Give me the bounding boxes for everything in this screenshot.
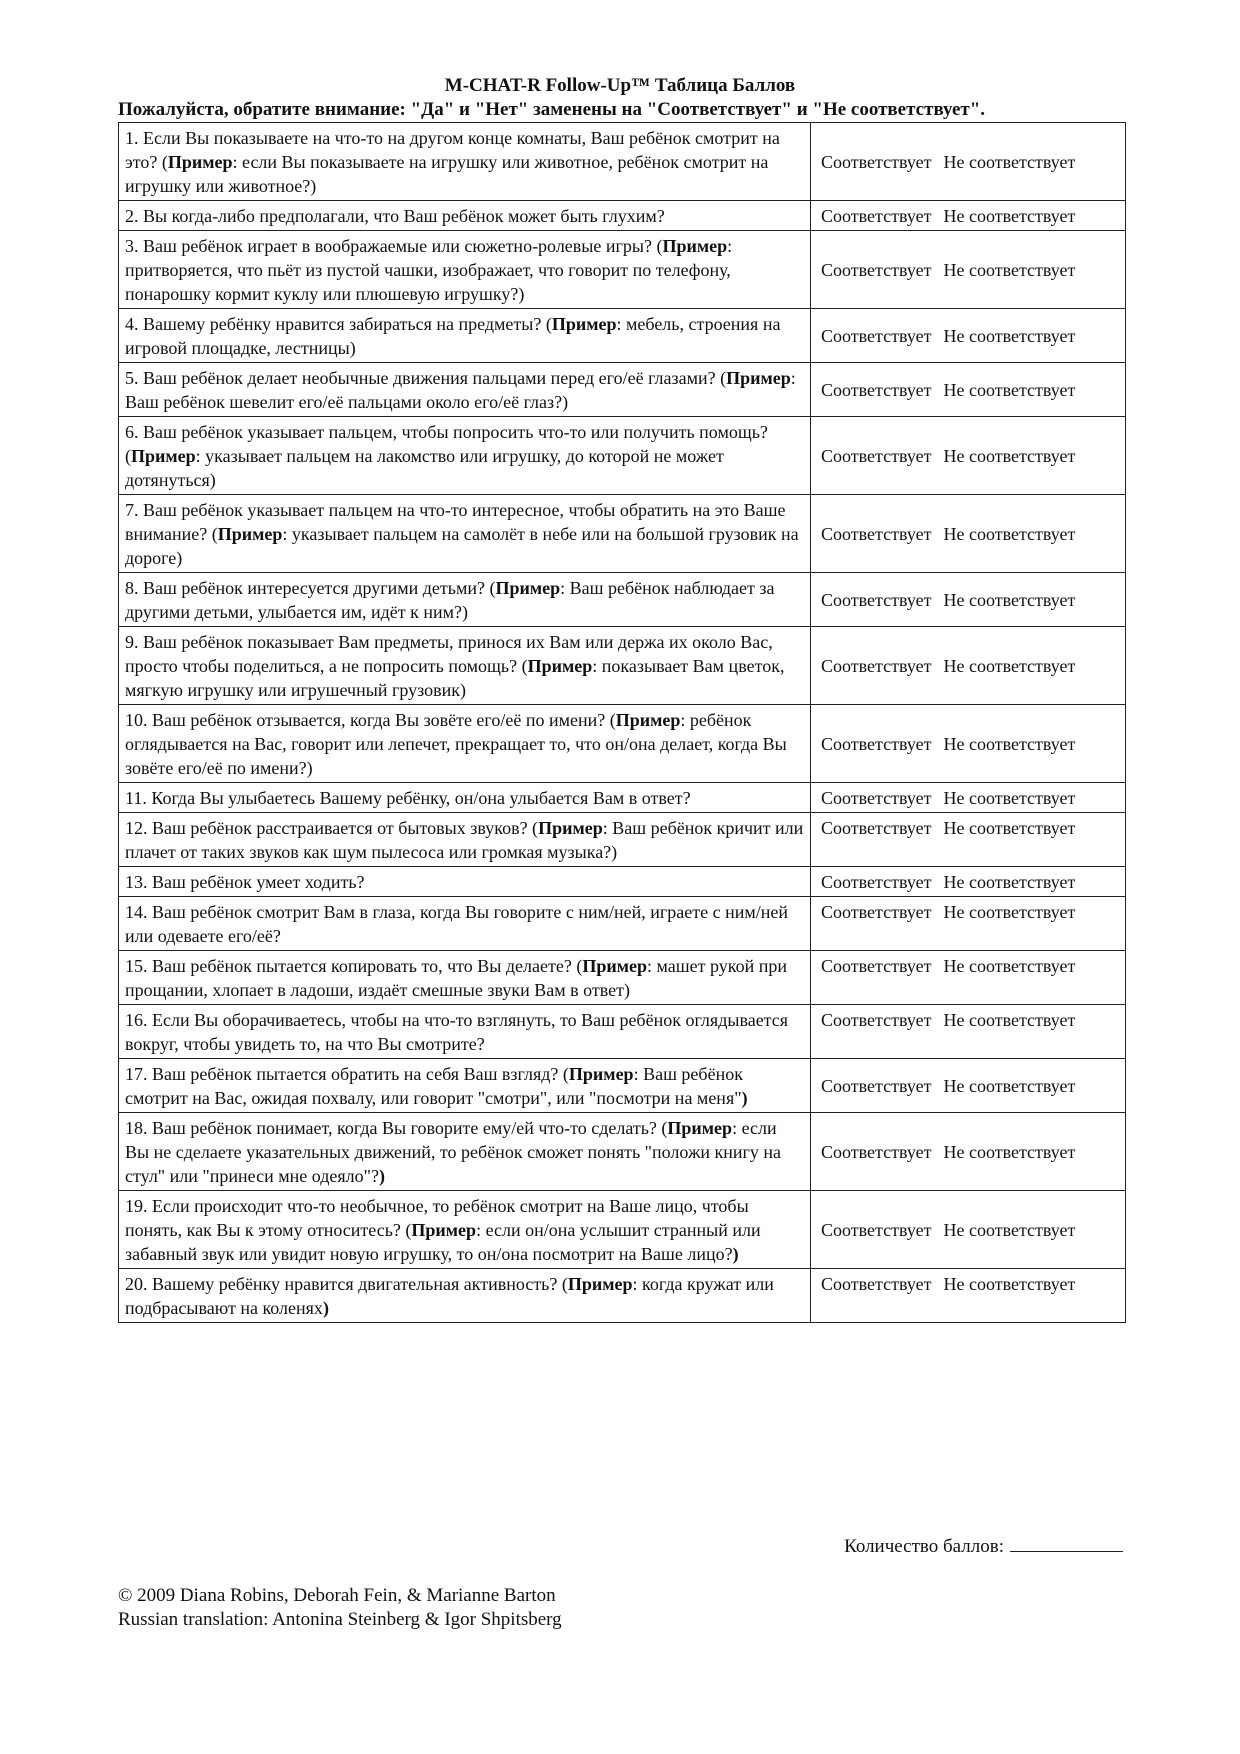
answer-cell — [811, 495, 1126, 573]
question-row — [119, 897, 1126, 951]
answer-cell — [811, 951, 1126, 1005]
question-emphasis: ) — [378, 1166, 385, 1186]
question-text — [119, 363, 811, 417]
answer-cell — [811, 123, 1126, 201]
question-row — [119, 363, 1126, 417]
question-row — [119, 1005, 1126, 1059]
questions-table — [118, 122, 1126, 1323]
answer-cell — [811, 417, 1126, 495]
question-text-part: 16. Если Вы оборачиваетесь, чтобы на что-то взглянуть, то Ваш ребёнок оглядывается вокруг, чтобы увидеть то, на что Вы смотрите? — [125, 1010, 789, 1054]
answer-corresponds[interactable]: Соответствует — [821, 325, 932, 346]
question-text-part: : указывает пальцем на самолёт в небе или на большой грузовик на дороге) — [125, 524, 799, 568]
answer-not-corresponds[interactable]: Не соответствует — [943, 902, 1076, 922]
question-text-part: : Ваш ребёнок смотрит на Вас, ожидая похвалу, или говорит "смотри", или "посмотри на меня" — [125, 1064, 743, 1108]
answer-cell — [811, 231, 1126, 309]
answer-corresponds[interactable]: Соответствует — [821, 1075, 932, 1096]
question-text-part: : если он/она услышит странный или забавный звук или увидит новую игрушку, то он/она посмотрит на Ваше лицо? — [125, 1220, 761, 1264]
answer-cell — [811, 363, 1126, 417]
question-text-part: 20. Вашему ребёнку нравится двигательная активность? ( — [125, 1274, 568, 1294]
copyright-text: © 2009 Diana Robins, Deborah Fein, & Marianne Barton — [118, 1585, 556, 1606]
question-text-part: 11. Когда Вы улыбаетесь Вашему ребёнку, он/она улыбается Вам в ответ? — [125, 788, 691, 808]
question-emphasis: Пример — [167, 152, 233, 172]
answer-corresponds[interactable]: Соответствует — [821, 818, 932, 838]
question-emphasis: ) — [322, 1298, 329, 1318]
answer-not-corresponds[interactable]: Не соответствует — [943, 523, 1076, 544]
question-row — [119, 201, 1126, 231]
question-text-part: : указывает пальцем на лакомство или игрушку, до которой не может дотянуться) — [125, 446, 724, 490]
question-text-part: : когда кружат или подбрасывают на коленях — [125, 1274, 774, 1318]
question-text-part: 5. Ваш ребёнок делает необычные движения пальцами перед его/её глазами? ( — [125, 368, 727, 388]
question-text-part: : притворяется, что пьёт из пустой чашки, изображает, что говорит по телефону, понарошку кормит куклу или плюшевую игрушку?) — [125, 236, 733, 304]
question-row — [119, 1113, 1126, 1191]
answer-not-corresponds[interactable]: Не соответствует — [943, 1075, 1076, 1096]
question-text-part: : мебель, строения на игровой площадке, лестницы) — [125, 314, 781, 358]
answer-not-corresponds[interactable]: Не соответствует — [943, 818, 1076, 838]
question-text — [119, 1269, 811, 1323]
answer-cell — [811, 627, 1126, 705]
question-text — [119, 813, 811, 867]
question-row — [119, 813, 1126, 867]
question-text-part: : Ваш ребёнок шевелит его/её пальцами около его/её глаз?) — [125, 368, 796, 412]
answer-corresponds[interactable]: Соответствует — [821, 589, 932, 610]
question-text-part: 8. Ваш ребёнок интересуется другими детьми? ( — [125, 578, 496, 598]
score-blank-line[interactable] — [1010, 1534, 1123, 1552]
question-text-part: 2. Вы когда-либо предполагали, что Ваш ребёнок может быть глухим? — [125, 206, 665, 226]
question-emphasis: ) — [741, 1088, 748, 1108]
answer-not-corresponds[interactable]: Не соответствует — [943, 1141, 1076, 1162]
question-emphasis: Пример — [667, 1118, 733, 1138]
answer-cell — [811, 1191, 1126, 1269]
question-emphasis: Пример — [726, 368, 791, 388]
question-text — [119, 951, 811, 1005]
question-row — [119, 867, 1126, 897]
question-text-part: : если Вы не сделаете указательных движений, то ребёнок сможет понять "положи книгу на стул" или "принеси мне одеяло"? — [125, 1118, 782, 1186]
question-text-part: : если Вы показываете на игрушку или животное, ребёнок смотрит на игрушку или животное?) — [125, 152, 769, 196]
question-text-part: 7. Ваш ребёнок указывает пальцем на что-то интересное, чтобы обратить на это Ваше внимание? ( — [125, 500, 786, 544]
question-text — [119, 1113, 811, 1191]
question-text — [119, 417, 811, 495]
question-text-part: 3. Ваш ребёнок играет в воображаемые или сюжетно-ролевые игры? ( — [125, 236, 663, 256]
answer-not-corresponds[interactable]: Не соответствует — [943, 325, 1076, 346]
question-emphasis: Пример — [495, 578, 561, 598]
question-emphasis: Пример — [217, 524, 283, 544]
answer-not-corresponds[interactable]: Не соответствует — [943, 445, 1076, 466]
question-text — [119, 867, 811, 897]
question-text-part: 13. Ваш ребёнок умеет ходить? — [125, 872, 365, 892]
answer-not-corresponds[interactable]: Не соответствует — [943, 259, 1076, 280]
page-title: M-CHAT-R Follow-Up™ Таблица Баллов — [444, 75, 796, 96]
question-text — [119, 705, 811, 783]
answer-cell — [811, 1005, 1126, 1059]
answer-corresponds[interactable]: Соответствует — [821, 1274, 932, 1294]
answer-corresponds[interactable]: Соответствует — [821, 956, 932, 976]
answer-corresponds[interactable]: Соответствует — [821, 787, 932, 808]
answer-cell — [811, 309, 1126, 363]
question-text-part: : показывает Вам цветок, мягкую игрушку или игрушечный грузовик) — [125, 656, 785, 700]
answer-cell — [811, 813, 1126, 867]
question-text-part: : машет рукой при прощании, хлопает в ладоши, издаёт смешные звуки Вам в ответ) — [125, 956, 787, 1000]
answer-corresponds[interactable]: Соответствует — [821, 445, 932, 466]
answer-not-corresponds[interactable]: Не соответствует — [943, 589, 1076, 610]
question-text-part: : ребёнок оглядывается на Вас, говорит или лепечет, прекращает то, что он/она делает, когда Вы зовёте его/её по имени?) — [125, 710, 787, 778]
question-text — [119, 201, 811, 231]
answer-corresponds[interactable]: Соответствует — [821, 523, 932, 544]
question-text-part: 1. Если Вы показываете на что-то на другом конце комнаты, Ваш ребёнок смотрит на это? ( — [125, 128, 780, 172]
answer-not-corresponds[interactable]: Не соответствует — [943, 871, 1076, 892]
question-emphasis: Пример — [567, 1274, 633, 1294]
question-row — [119, 495, 1126, 573]
answer-corresponds[interactable]: Соответствует — [821, 151, 932, 172]
question-text — [119, 1191, 811, 1269]
answer-cell — [811, 1059, 1126, 1113]
answer-cell — [811, 705, 1126, 783]
answer-cell — [811, 867, 1126, 897]
question-text-part: : Ваш ребёнок наблюдает за другими детьми, улыбается им, идёт к ним?) — [125, 578, 775, 622]
question-text — [119, 1005, 811, 1059]
question-emphasis: Пример — [411, 1220, 477, 1240]
question-row — [119, 417, 1126, 495]
answer-cell — [811, 573, 1126, 627]
answer-cell — [811, 897, 1126, 951]
question-emphasis: ) — [732, 1244, 739, 1264]
answer-not-corresponds[interactable]: Не соответствует — [943, 956, 1076, 976]
question-row — [119, 705, 1126, 783]
question-text-part: 12. Ваш ребёнок расстраивается от бытовых звуков? ( — [125, 818, 539, 838]
question-text-part: 6. Ваш ребёнок указывает пальцем, чтобы попросить что-то или получить помощь? ( — [125, 422, 768, 466]
questions-table-body — [119, 123, 1126, 1323]
answer-corresponds[interactable]: Соответствует — [821, 1219, 932, 1240]
answer-corresponds[interactable]: Соответствует — [821, 733, 932, 754]
answer-cell — [811, 1113, 1126, 1191]
question-text — [119, 783, 811, 813]
question-text-part: 15. Ваш ребёнок пытается копировать то, что Вы делаете? ( — [125, 956, 583, 976]
question-emphasis: Пример — [615, 710, 681, 730]
question-emphasis: Пример — [568, 1064, 634, 1084]
instruction-note: Пожалуйста, обратите внимание: "Да" и "Нет" заменены на "Соответствует" и "Не соответствует". — [118, 99, 986, 120]
question-emphasis: Пример — [131, 446, 196, 466]
answer-cell — [811, 1269, 1126, 1323]
answer-corresponds[interactable]: Соответствует — [821, 205, 932, 226]
question-text-part: : Ваш ребёнок кричит или плачет от таких звуков как шум пылесоса или громкая музыка?) — [125, 818, 804, 862]
answer-corresponds[interactable]: Соответствует — [821, 871, 932, 892]
question-text — [119, 897, 811, 951]
question-text-part: 14. Ваш ребёнок смотрит Вам в глаза, когда Вы говорите с ним/ней, играете с ним/ней или одеваете его/её? — [125, 902, 789, 946]
translation-credit: Russian translation: Antonina Steinberg & Igor Shpitsberg — [118, 1609, 562, 1630]
question-row — [119, 573, 1126, 627]
question-text-part: 10. Ваш ребёнок отзывается, когда Вы зовёте его/её по имени? ( — [125, 710, 616, 730]
question-text-part: 17. Ваш ребёнок пытается обратить на себя Ваш взгляд? ( — [125, 1064, 569, 1084]
question-emphasis: Пример — [582, 956, 647, 976]
score-field — [844, 1534, 1123, 1559]
question-text — [119, 627, 811, 705]
copyright-block — [118, 1584, 562, 1632]
question-text — [119, 495, 811, 573]
question-text — [119, 309, 811, 363]
question-row — [119, 627, 1126, 705]
question-row — [119, 231, 1126, 309]
score-label: Количество баллов: — [844, 1536, 1004, 1557]
answer-corresponds[interactable]: Соответствует — [821, 379, 932, 400]
answer-not-corresponds[interactable]: Не соответствует — [943, 787, 1076, 808]
question-text-part: 18. Ваш ребёнок понимает, когда Вы говорите ему/ей что-то сделать? ( — [125, 1118, 668, 1138]
question-row — [119, 1059, 1126, 1113]
question-text-part: 9. Ваш ребёнок показывает Вам предметы, принося их Вам или держа их около Вас, просто чтобы поделиться, а не попросить помощь? ( — [125, 632, 773, 676]
question-emphasis: Пример — [538, 818, 603, 838]
answer-corresponds[interactable]: Соответствует — [821, 902, 932, 922]
question-row — [119, 951, 1126, 1005]
answer-not-corresponds[interactable]: Не соответствует — [943, 1010, 1076, 1030]
answer-not-corresponds[interactable]: Не соответствует — [943, 1274, 1076, 1294]
question-emphasis: Пример — [527, 656, 593, 676]
answer-corresponds[interactable]: Соответствует — [821, 259, 932, 280]
question-row — [119, 309, 1126, 363]
question-text — [119, 123, 811, 201]
answer-not-corresponds[interactable]: Не соответствует — [943, 151, 1076, 172]
question-row — [119, 123, 1126, 201]
answer-not-corresponds[interactable]: Не соответствует — [943, 1219, 1076, 1240]
answer-cell — [811, 201, 1126, 231]
question-text — [119, 573, 811, 627]
question-emphasis: Пример — [662, 236, 728, 256]
question-emphasis: Пример — [551, 314, 617, 334]
answer-not-corresponds[interactable]: Не соответствует — [943, 655, 1076, 676]
answer-cell — [811, 783, 1126, 813]
question-text — [119, 1059, 811, 1113]
answer-corresponds[interactable]: Соответствует — [821, 655, 932, 676]
answer-corresponds[interactable]: Соответствует — [821, 1141, 932, 1162]
answer-not-corresponds[interactable]: Не соответствует — [943, 379, 1076, 400]
question-row — [119, 783, 1126, 813]
answer-not-corresponds[interactable]: Не соответствует — [943, 733, 1076, 754]
question-text — [119, 231, 811, 309]
question-row — [119, 1191, 1126, 1269]
question-row — [119, 1269, 1126, 1323]
answer-corresponds[interactable]: Соответствует — [821, 1010, 932, 1030]
question-text-part: 19. Если происходит что-то необычное, то ребёнок смотрит на Ваше лицо, чтобы понять, как Вы к этому относитесь? ( — [125, 1196, 749, 1240]
answer-not-corresponds[interactable]: Не соответствует — [943, 205, 1076, 226]
question-text-part: 4. Вашему ребёнку нравится забираться на предметы? ( — [125, 314, 552, 334]
